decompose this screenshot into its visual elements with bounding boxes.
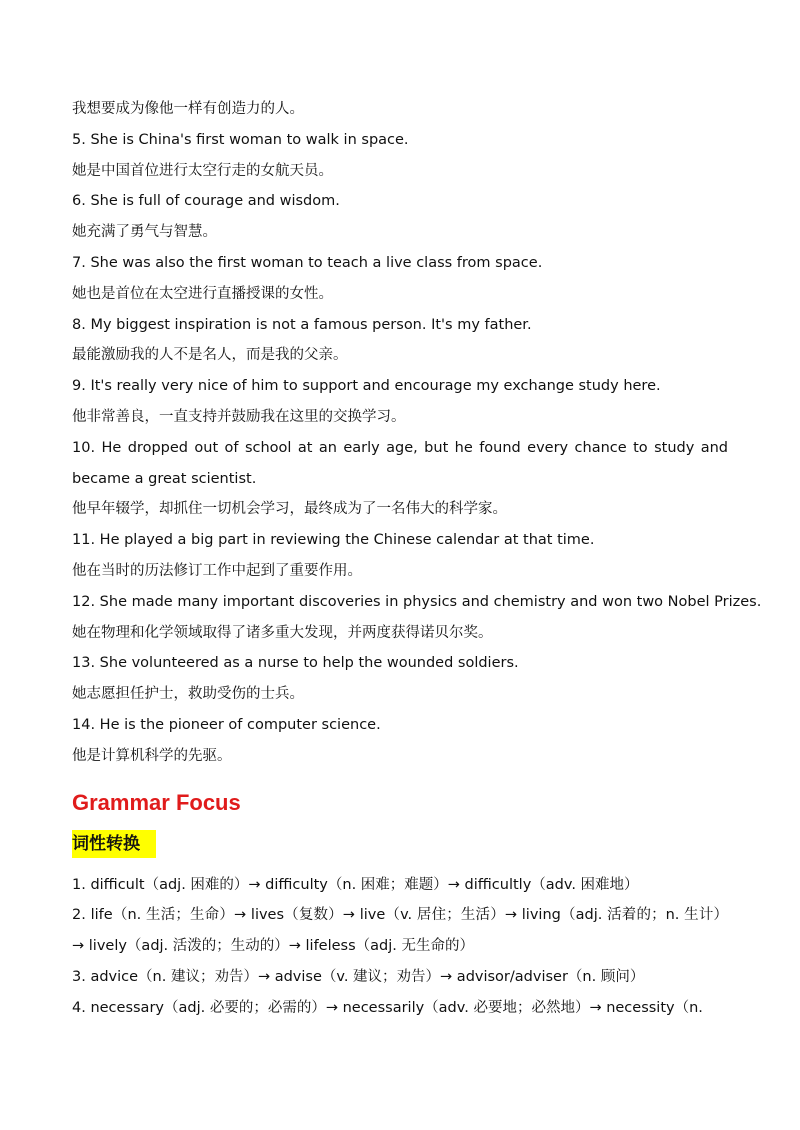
text-line: 他早年辍学，却抓住一切机会学习，最终成为了一名伟大的科学家。 — [72, 501, 507, 518]
word-form-line: 2. life（n. 生活；生命）→ lives（复数）→ live（v. 居住；生活）→ living（adj. 活着的；n. 生计）→ lively（adj. 活泼的；生动的）→ lifeless（adj. 无生命的） — [72, 907, 728, 955]
text-line: 6. She is full of courage and wisdom. — [72, 193, 340, 210]
section-heading: Grammar Focus — [72, 789, 241, 815]
text-line: 7. She was also the first woman to teach a live class from space. — [72, 254, 543, 271]
text-line: 她充满了勇气与智慧。 — [72, 224, 217, 241]
text-line: 我想要成为像他一样有创造力的人。 — [72, 101, 304, 117]
text-line: 她志愿担任护士，救助受伤的士兵。 — [72, 686, 304, 703]
text-line: 12. She made many important discoveries in physics and chemistry and won two Nobel Prizes. — [72, 593, 762, 610]
text-line: 11. He played a big part in reviewing the Chinese calendar at that time. — [72, 532, 595, 549]
highlighted-subheading: 词性转换 — [72, 830, 156, 858]
word-form-line: 3. advice（n. 建议；劝告）→ advise（v. 建议；劝告）→ advisor/adviser（n. 顾问） — [72, 968, 645, 985]
text-line: 5. She is China's first woman to walk in space. — [72, 131, 409, 148]
text-line: 9. It's really very nice of him to support and encourage my exchange study here. — [72, 378, 661, 395]
text-line: 他非常善良，一直支持并鼓励我在这里的交换学习。 — [72, 408, 406, 425]
word-form-line: 1. difficult（adj. 困难的）→ difficulty（n. 困难；难题）→ difficultly（adv. 困难地） — [72, 876, 639, 893]
text-line: 14. He is the pioneer of computer science. — [72, 716, 381, 733]
word-form-line: 4. necessary（adj. 必要的；必需的）→ necessarily（adv. 必要地；必然地）→ necessity（n. — [72, 999, 703, 1016]
text-line: 他在当时的历法修订工作中起到了重要作用。 — [72, 562, 362, 579]
text-line: 她是中国首位进行太空行走的女航天员。 — [72, 162, 333, 179]
text-line: 8. My biggest inspiration is not a famous person. It's my father. — [72, 316, 532, 333]
text-line: 她在物理和化学领域取得了诸多重大发现，并两度获得诺贝尔奖。 — [72, 624, 493, 641]
text-line: 10. He dropped out of school at an early age, but he found every chance to study and became a great scientist. — [72, 439, 728, 487]
text-line: 最能激励我的人不是名人，而是我的父亲。 — [72, 347, 348, 364]
text-line: 他是计算机科学的先驱。 — [72, 747, 232, 764]
text-line: 她也是首位在太空进行直播授课的女性。 — [72, 285, 333, 302]
text-line: 13. She volunteered as a nurse to help the wounded soldiers. — [72, 655, 519, 672]
subheading-container — [72, 830, 728, 860]
document-content — [72, 94, 762, 1024]
